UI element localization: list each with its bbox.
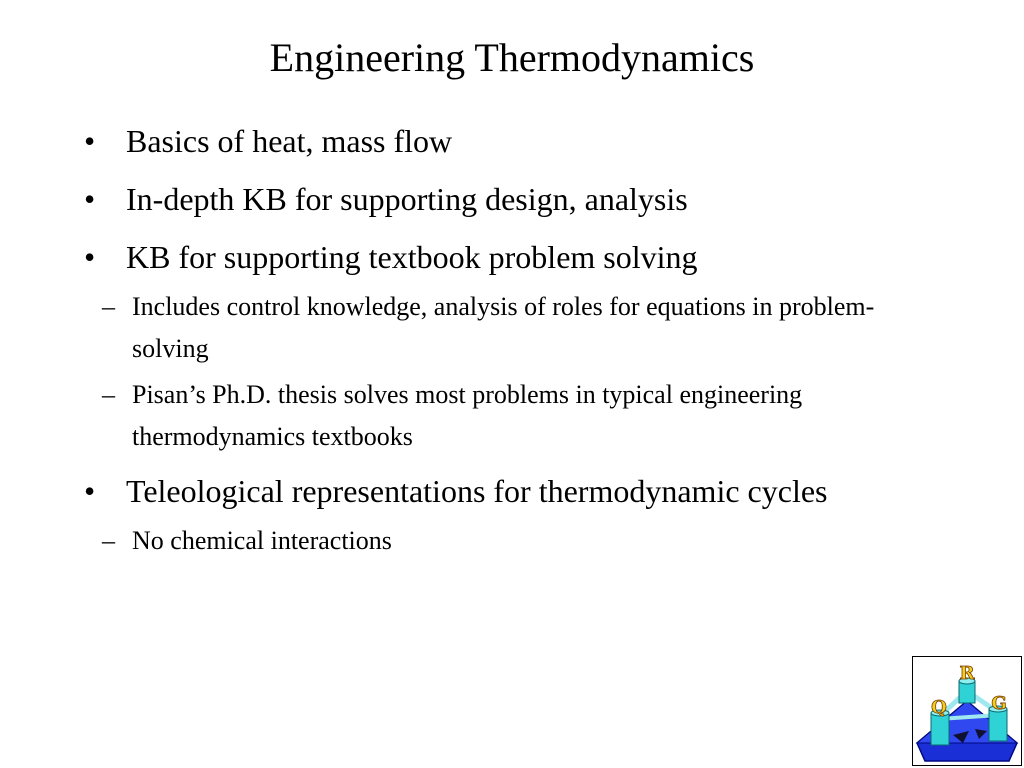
bullet-text: Teleological representations for thermodynamic cycles (126, 473, 828, 509)
sub-bullet-list (84, 520, 924, 562)
logo-letter-g: G (991, 693, 1007, 714)
bullet-list (84, 116, 924, 562)
bullet-text: Basics of heat, mass flow (126, 123, 453, 159)
logo-letter-r: R (959, 663, 975, 684)
sub-bullet-text: No chemical interactions (132, 526, 392, 555)
slide-title: Engineering Thermodynamics (269, 35, 755, 80)
logo-letter-q: Q (931, 697, 947, 718)
bullet-item (84, 174, 924, 224)
qrg-logo (912, 656, 1022, 766)
bullet-item (84, 116, 924, 166)
sub-bullet-text: Includes control knowledge, analysis of roles for equations in problem-solving (132, 292, 875, 363)
bullet-item (84, 232, 924, 282)
sub-bullet-list (84, 286, 924, 458)
sub-bullet-item (88, 286, 924, 370)
bullet-item (84, 466, 924, 516)
bullet-text: KB for supporting textbook problem solving (126, 239, 698, 275)
bullet-text: In-depth KB for supporting design, analysis (126, 181, 688, 217)
qrg-logo-graphic (913, 657, 1021, 765)
sub-bullet-text: Pisan’s Ph.D. thesis solves most problems in typical engineering thermodynamics textbooks (132, 380, 803, 451)
sub-bullet-item (88, 520, 924, 562)
sub-bullet-item (88, 374, 924, 458)
